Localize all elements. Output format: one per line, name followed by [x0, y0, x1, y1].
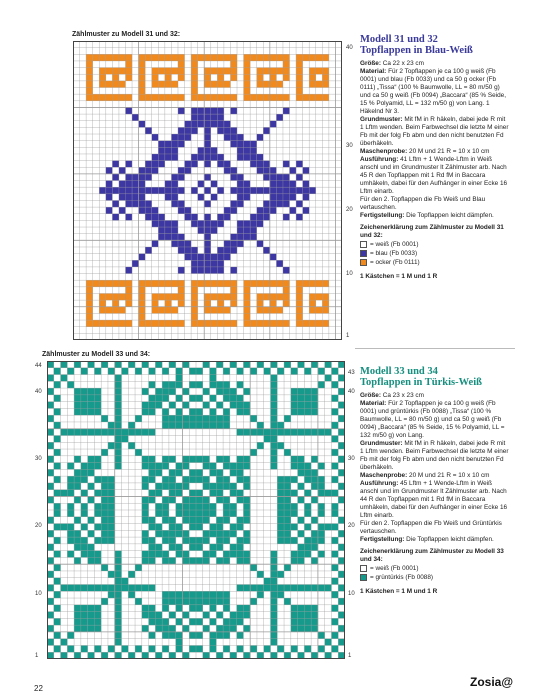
axis-label: 40: [348, 389, 355, 395]
execution-text: 45 Lftm + 1 Wende-Lftm in Weiß anschl und im Grundmuster lt Zählmuster arb. Nach 44 R den Topflappen mit 1 Rd fM in Baccara umhäkeln, dabei für den Aufhänger in einer Ecke 16 Lftm einarb.: [360, 480, 508, 519]
basic-pattern-text: Mit fM in R häkeln, dabei jede R mit 1 Lftm wenden. Beim Farbwechsel die letzte M einer Fb mit der folg Fb abm und den nicht benutzten Fd überhäkeln.: [360, 116, 509, 147]
axis-label: 30: [35, 456, 42, 462]
swatch-white: [360, 241, 367, 248]
axis-label: 40: [35, 389, 42, 395]
scale-note: 1 Kästchen = 1 M und 1 R: [360, 588, 438, 595]
model-title-line1: Modell 33 und 34: [360, 366, 438, 377]
scale-note: 1 Kästchen = 1 M und 1 R: [360, 273, 438, 280]
finishing-paragraph: [360, 212, 510, 220]
legend-row-white: [360, 564, 510, 573]
counting-chart-blue-white: [73, 41, 342, 340]
size-paragraph: [360, 392, 510, 400]
axis-label: 20: [35, 523, 42, 529]
legend-row-blue: [360, 249, 510, 258]
section-divider: [355, 348, 515, 349]
axis-label: 10: [346, 271, 353, 277]
basic-pattern-paragraph: [360, 440, 510, 472]
legend-row-white: [360, 240, 510, 249]
axis-label: 30: [346, 143, 353, 149]
legend-text: = weiß (Fb 0001): [370, 564, 419, 572]
counting-chart-teal-white: [47, 361, 345, 659]
legend-row-ochre: [360, 258, 510, 267]
swatch-white: [360, 565, 367, 572]
axis-label: 20: [348, 523, 355, 529]
execution-label: Ausführung:: [360, 480, 399, 487]
axis-label: 30: [348, 456, 355, 462]
material-text: Für 2 Topflappen je ca 100 g weiß (Fb 0001) und grüntürkis (Fb 0088) „Tissa“ (100 % Baumwolle, LL = 80 m/50 g) und ca 50 g weiß (Fb 0094) „Baccara“ (85 % Seide, 15 % Polyamid, LL = 132 m/50 g) von Lang.: [360, 400, 505, 439]
material-paragraph: [360, 400, 510, 440]
instructions-model-33-34: [360, 366, 510, 596]
basic-pattern-paragraph: [360, 116, 510, 148]
legend-text: = blau (Fb 0033): [370, 249, 418, 257]
gauge-label: Maschenprobe:: [360, 148, 408, 155]
size-label: Größe:: [360, 392, 381, 399]
basic-pattern-text: Mit fM in R häkeln, dabei jede R mit 1 Lftm wenden. Beim Farbwechsel die letzte M einer Fb mit der folg Fb abm und den nicht benutzten Fd überhäkeln.: [360, 440, 509, 471]
execution-paragraph: [360, 156, 510, 196]
page-number: 22: [34, 684, 43, 693]
model-title-line1: Modell 31 und 32: [360, 34, 438, 45]
gauge-text: 20 M und 21 R = 10 x 10 cm: [409, 148, 490, 155]
gauge-paragraph: [360, 148, 510, 156]
size-paragraph: [360, 60, 510, 68]
finishing-text: Die Topflappen leicht dämpfen.: [406, 212, 494, 219]
swatch-blue: [360, 250, 367, 257]
axis-label: 43: [348, 370, 355, 376]
watermark: Zosia@: [470, 675, 514, 689]
size-label: Größe:: [360, 60, 381, 67]
axis-label: 1: [35, 653, 39, 659]
material-label: Material:: [360, 400, 387, 407]
swatch-ochre: [360, 259, 367, 266]
material-text: Für 2 Topflappen je ca 100 g weiß (Fb 0001) und blau (Fb 0033) und ca 50 g ocker (Fb 0111) „Tissa“ (100 % Baumwolle, LL = 80 m/50 g) und ca 50 g weiß (Fb 0094) „Baccara“ (85 % Seide, 15 % Polyamid, LL = 132 m/50 g) von Lang. 1 Häkelnd Nr 3.: [360, 68, 506, 115]
finishing-paragraph: [360, 536, 510, 544]
model-title-line2: Topflappen in Türkis-Weiß: [360, 377, 482, 388]
basic-pattern-label: Grundmuster:: [360, 440, 403, 447]
model-title-line2: Topflappen in Blau-Weiß: [360, 45, 473, 56]
legend-text: = ocker (Fb 0111): [370, 258, 420, 266]
chart-caption-model-31-32: Zählmuster zu Modell 31 und 32:: [72, 31, 181, 38]
execution-note: Für den 2. Topflappen die Fb Weiß und Grüntürkis vertauschen.: [360, 520, 502, 535]
material-label: Material:: [360, 68, 387, 75]
axis-label: 10: [348, 591, 355, 597]
legend-title: Zeichenerklärung zum Zählmuster zu Modell 33 und 34:: [360, 548, 504, 563]
execution-label: Ausführung:: [360, 156, 399, 163]
size-value: Ca 23 x 23 cm: [382, 392, 424, 399]
legend-title: Zeichenerklärung zum Zählmuster zu Modell 31 und 32:: [360, 224, 504, 239]
execution-text: 41 Lftm + 1 Wende-Lftm in Weiß anschl und im Grundmuster lt Zählmuster arb. Nach 45 R den Topflappen mit 1 Rd fM in Baccara umhäkeln, dabei für den Aufhänger in einer Ecke 16 Lftm einarb.: [360, 156, 508, 195]
execution-note: Für den 2. Topflappen die Fb Weiß und Blau vertauschen.: [360, 196, 486, 211]
axis-label: 1: [348, 653, 352, 659]
finishing-label: Fertigstellung:: [360, 536, 405, 543]
gauge-paragraph: [360, 472, 510, 480]
finishing-text: Die Topflappen leicht dämpfen.: [406, 536, 494, 543]
execution-paragraph: [360, 480, 510, 520]
instructions-model-31-32: [360, 34, 510, 281]
axis-label: 44: [35, 363, 42, 369]
gauge-label: Maschenprobe:: [360, 472, 408, 479]
axis-label: 1: [346, 333, 350, 339]
basic-pattern-label: Grundmuster:: [360, 116, 403, 123]
chart-caption-model-33-34: Zählmuster zu Modell 33 und 34:: [42, 351, 151, 358]
material-paragraph: [360, 68, 510, 116]
legend-text: = weiß (Fb 0001): [370, 240, 419, 248]
legend-text: = grüntürkis (Fb 0088): [370, 573, 434, 581]
swatch-teal: [360, 574, 367, 581]
axis-label: 40: [346, 45, 353, 51]
finishing-label: Fertigstellung:: [360, 212, 405, 219]
legend-row-teal: [360, 573, 510, 582]
axis-label: 10: [35, 591, 42, 597]
size-value: Ca 22 x 23 cm: [382, 60, 424, 67]
gauge-text: 20 M und 21 R = 10 x 10 cm: [409, 472, 490, 479]
axis-label: 20: [346, 207, 353, 213]
